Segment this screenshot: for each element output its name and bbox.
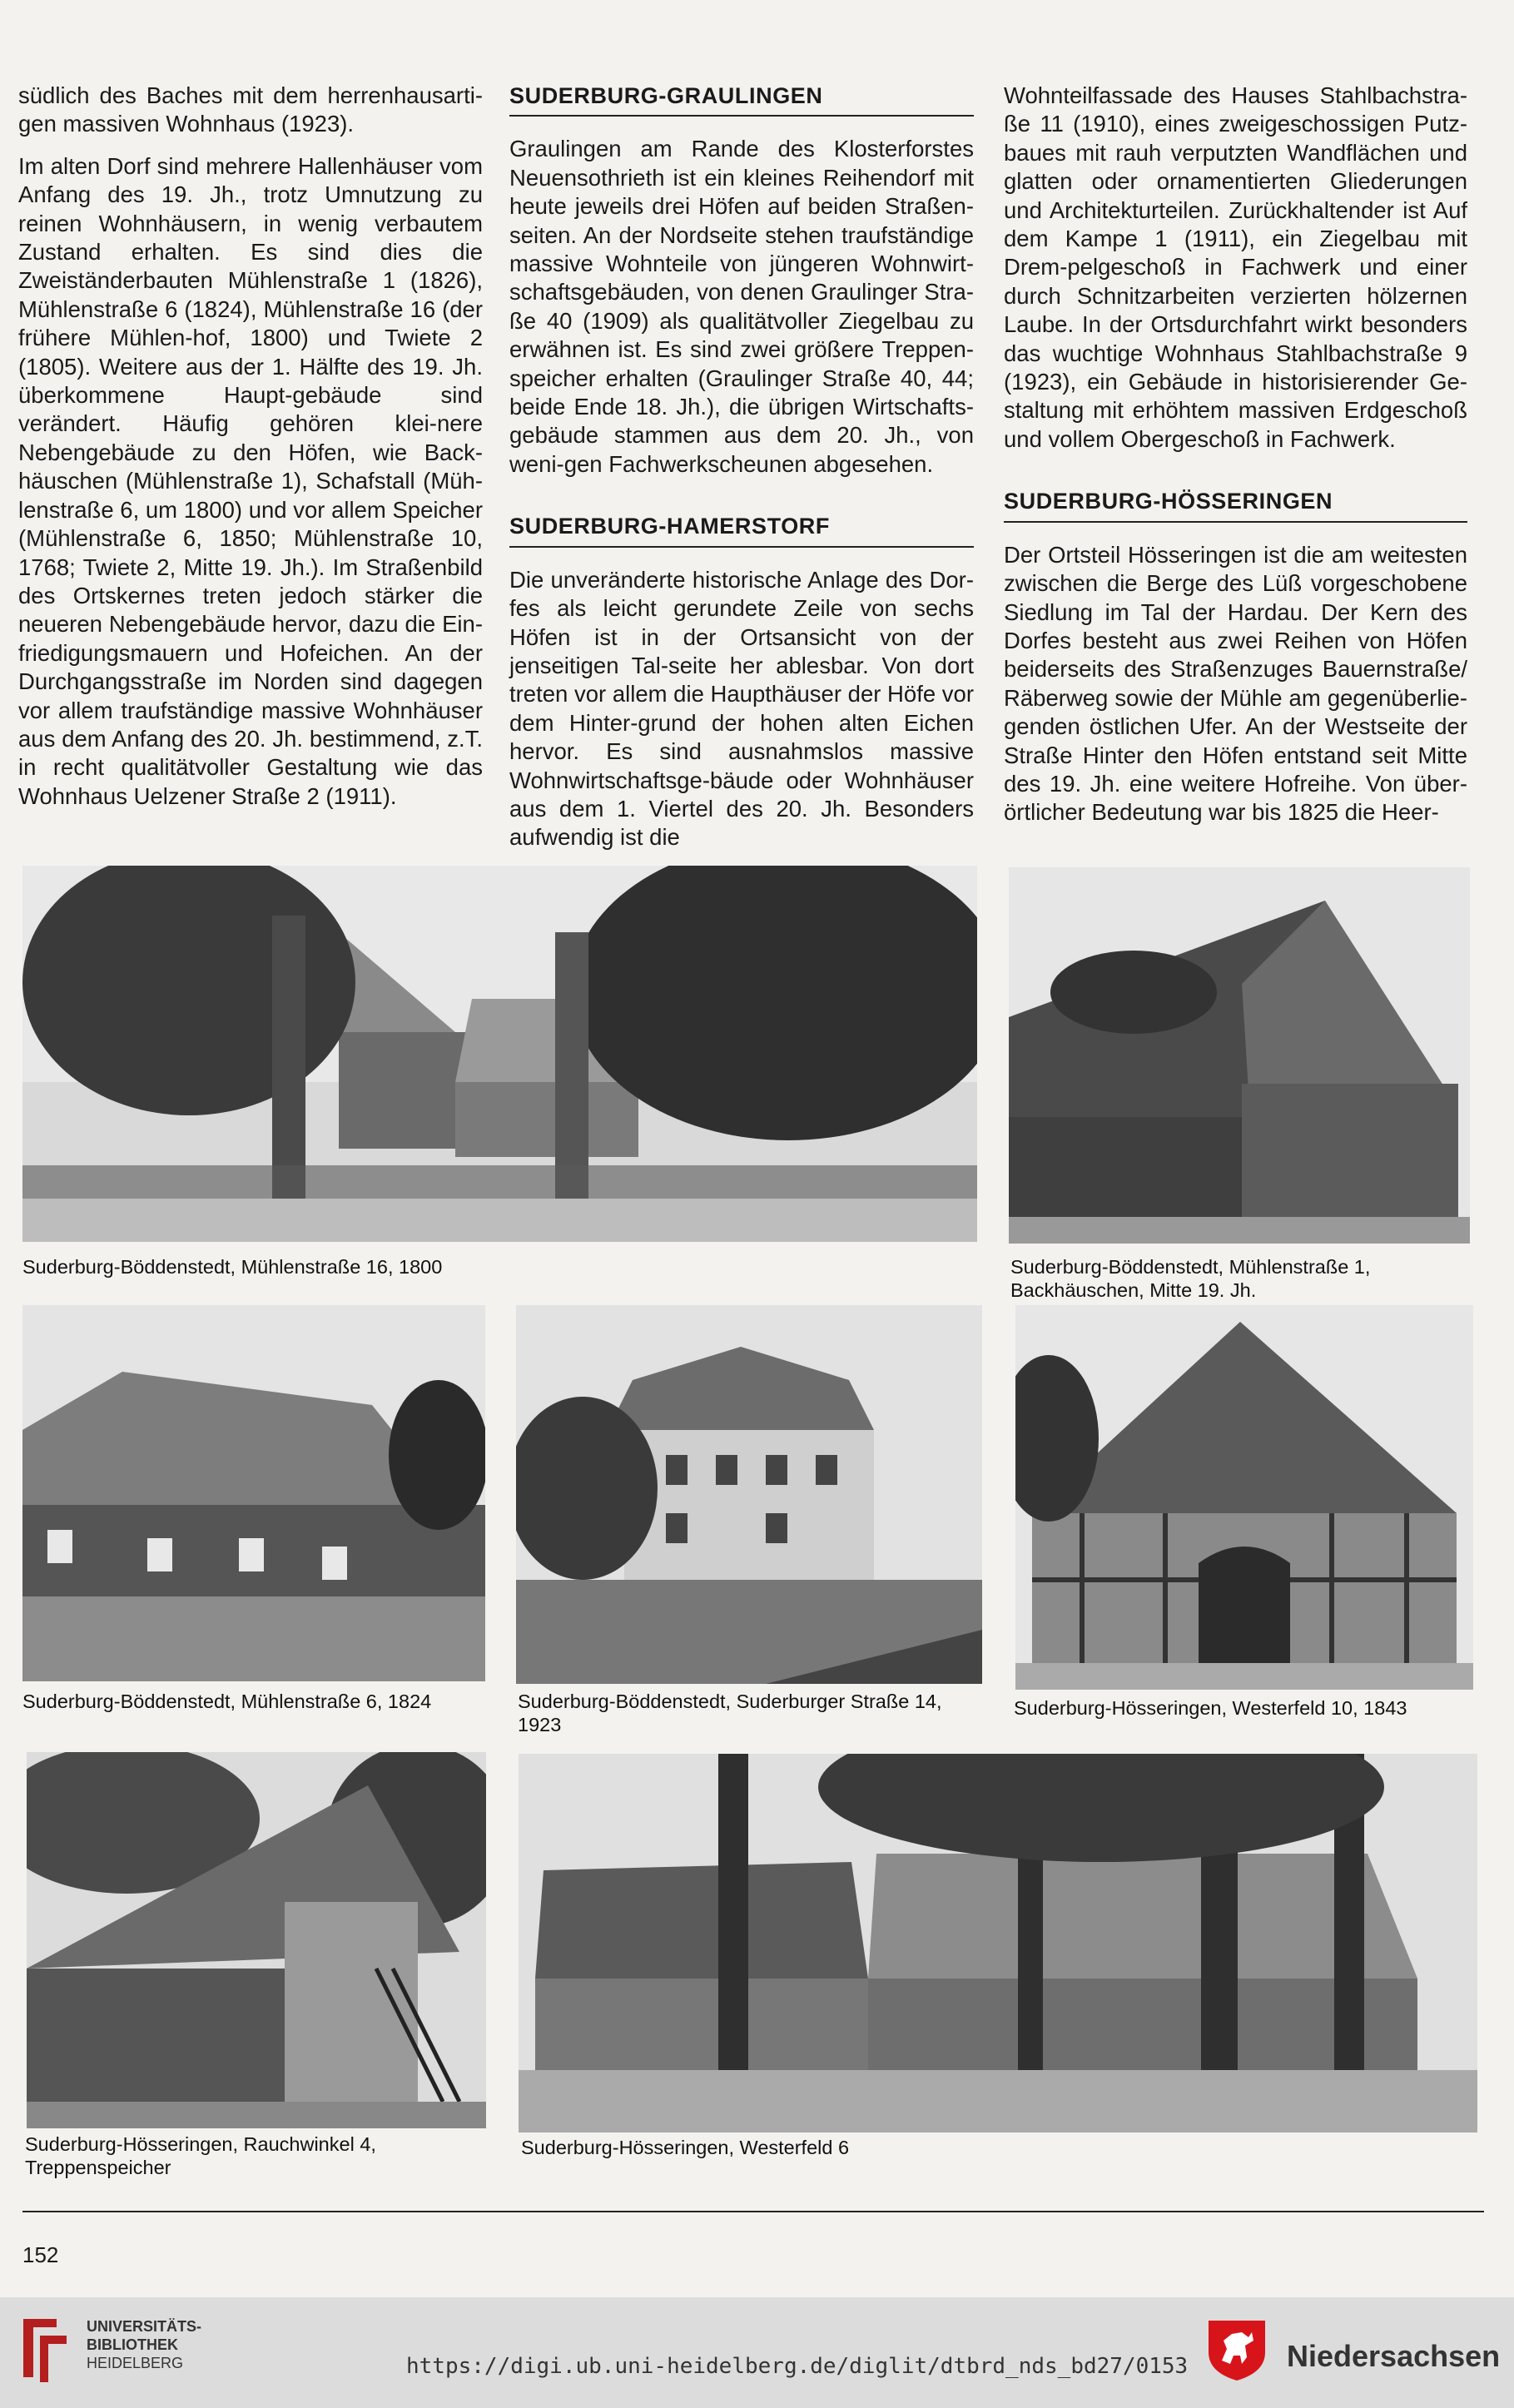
caption-line: Suderburg-Böddenstedt, Mühlenstraße 1, <box>1010 1256 1371 1278</box>
photo-muehlenstrasse-6 <box>22 1305 485 1681</box>
caption-photo-3: Suderburg-Böddenstedt, Mühlenstraße 6, 1824 <box>22 1691 432 1712</box>
viewer-footer <box>0 2297 1514 2408</box>
text-column-2 <box>509 82 974 866</box>
heidelberg-library-logo-icon[interactable] <box>15 2311 75 2386</box>
paragraph: Die unveränderte historische Anlage des Dor-fes als leicht gerundete Zeile von sechs Höfen ist in der Ortsansicht von der jenseitigen Tal-seite her ablesbar. Von dort treten vor allem die Haupthäuser der Höfe vor dem Hinter-grund der hohen alten Eichen hervor. Es sind ausnahmslos massive Wohnwirtschaftsge-bäude oder Wohnhäuser aus dem 1. Viertel des 20. Jh. Besonders aufwendig ist die <box>509 566 974 851</box>
text-column-1 <box>18 82 483 824</box>
caption-photo-5: Suderburg-Hösseringen, Westerfeld 10, 1843 <box>1014 1697 1407 1719</box>
paragraph: südlich des Baches mit dem herrenhausarti-gen massiven Wohnhaus (1923). <box>18 82 483 137</box>
page-number: 152 <box>22 2242 59 2267</box>
library-name <box>87 2317 201 2372</box>
section-heading-hamerstorf: SUDERBURG-HAMERSTORF <box>509 512 974 547</box>
paragraph: Im alten Dorf sind mehrere Hallenhäuser vom Anfang des 19. Jh., trotz Umnutzung zu reinen Wohnhäusern, in wenig verbautem Zustand erhalten. Es sind dies die Zweiständerbauten Mühlenstraße 1 (1826), Mühlenstraße 6 (1824), Mühlenstraße 16 (der frühere Mühlen-hof, 1800) und Twiete 2 (1805). Weitere aus der 1. Hälfte des 19. Jh. überkommene Haupt-gebäude sind verändert. Häufig gehören klei-nere Nebengebäude zu den Höfen, wie Back-häuschen (Mühlenstraße 1), Schafstall (Müh-lenstraße 6, um 1800) und vor allem Speicher (Mühlenstraße 6, 1850; Mühlenstraße 10, 1768; Twiete 2, Mitte 19. Jh.). Im Straßenbild des Ortskernes treten jedoch stärker die neueren Nebengebäude hervor, dazu die Ein-friedigungsmauern und Hofeichen. An der Durchgangsstraße im Norden sind dagegen vor allem traufständige massive Wohnhäuser aus dem Anfang des 20. Jh. bestimmend, z.T. in recht qualitätvoller Gestaltung wie das Wohnhaus Uelzener Straße 2 (1911). <box>18 152 483 809</box>
state-name: Niedersachsen <box>1287 2339 1501 2373</box>
paragraph: Graulingen am Rande des Klosterforstes Neuensothrieth ist ein kleines Reihendorf mit heute jeweils drei Höfen auf beiden Straßen-seiten. An der Nordseite stehen traufständige massive Wohnteile von jüngeren Wohnwirt-schaftsgebäuden, von denen Graulinger Stra-ße 40 (1909) als qualitätvoller Ziegelbau zu erwähnen ist. Es sind zwei größere Treppen-speicher erhalten (Graulinger Straße 40, 44; beide Ende 18. Jh.), die übrigen Wirtschafts-gebäude stammen aus dem 20. Jh., von weni-gen Fachwerkscheunen abgesehen. <box>509 136 974 477</box>
caption-line: 1923 <box>518 1714 562 1735</box>
paragraph: Wohnteilfassade des Hauses Stahlbachstra-ße 11 (1910), eines zweigeschossigen Putz-baues mit rauh verputzten Wandflächen und glatten oder ornamentierten Gliederungen und Architekturteilen. Zurückhaltender ist Auf dem Kampe 1 (1911), ein Ziegelbau mit Drem-pelgeschoß in Fachwerk und einer durch Schnitzarbeiten verzierten hölzernen Laube. In der Ortsdurchfahrt wirkt besonders das wuchtige Wohnhaus Stahlbachstraße 9 (1923), ein Gebäude in historisierender Ge-staltung mit erhöhtem massiven Erdgeschoß und vollem Obergeschoß in Fachwerk. <box>1004 82 1467 452</box>
photo-westerfeld-6 <box>519 1754 1477 2132</box>
footer-rule <box>22 2211 1484 2212</box>
caption-photo-7: Suderburg-Hösseringen, Westerfeld 6 <box>521 2137 850 2158</box>
photo-suderburger-strasse-14 <box>516 1305 982 1684</box>
caption-photo-6 <box>25 2132 376 2179</box>
permalink-url[interactable]: https://digi.ub.uni-heidelberg.de/diglit/dtbrd_nds_bd27/0153 <box>406 2354 1189 2379</box>
caption-photo-1: Suderburg-Böddenstedt, Mühlenstraße 16, 1800 <box>22 1256 443 1278</box>
library-name-line: BIBLIOTHEK <box>87 2336 178 2353</box>
niedersachsen-horse-icon[interactable] <box>1204 2316 1270 2382</box>
photo-backhaeuschen <box>1009 867 1470 1244</box>
photo-westerfeld-10 <box>1015 1305 1473 1690</box>
photo-rauchwinkel-4 <box>27 1752 486 2128</box>
caption-photo-4 <box>518 1690 941 1736</box>
section-heading-hoesseringen: SUDERBURG-HÖSSERINGEN <box>1004 487 1467 522</box>
photo-muehlenstrasse-16 <box>22 866 977 1242</box>
caption-line: Suderburg-Böddenstedt, Suderburger Straße 14, <box>518 1691 942 1712</box>
caption-line: Suderburg-Hösseringen, Rauchwinkel 4, <box>25 2133 376 2155</box>
caption-line: Treppenspeicher <box>25 2157 171 2178</box>
caption-photo-2 <box>1010 1255 1370 1302</box>
library-name-line: HEIDELBERG <box>87 2355 184 2371</box>
caption-line: Backhäuschen, Mitte 19. Jh. <box>1010 1279 1257 1301</box>
text-column-3 <box>1004 82 1467 841</box>
library-name-line: UNIVERSITÄTS- <box>87 2318 202 2335</box>
paragraph: Der Ortsteil Hösseringen ist die am weitesten zwischen die Berge des Lüß vorgeschobene Siedlung im Tal der Hardau. Der Kern des Dorfes besteht aus zwei Reihen von Höfen beiderseits des Straßenzuges Bauernstraße/ Räberweg sowie der Mühle am gegenüberlie-genden östlichen Ufer. An der Westseite der Straße Hinter den Höfen entstand seit Mitte des 19. Jh. eine weitere Hofreihe. Von über-örtlicher Bedeutung war bis 1825 die Heer- <box>1004 541 1467 826</box>
section-heading-graulingen: SUDERBURG-GRAULINGEN <box>509 82 974 117</box>
